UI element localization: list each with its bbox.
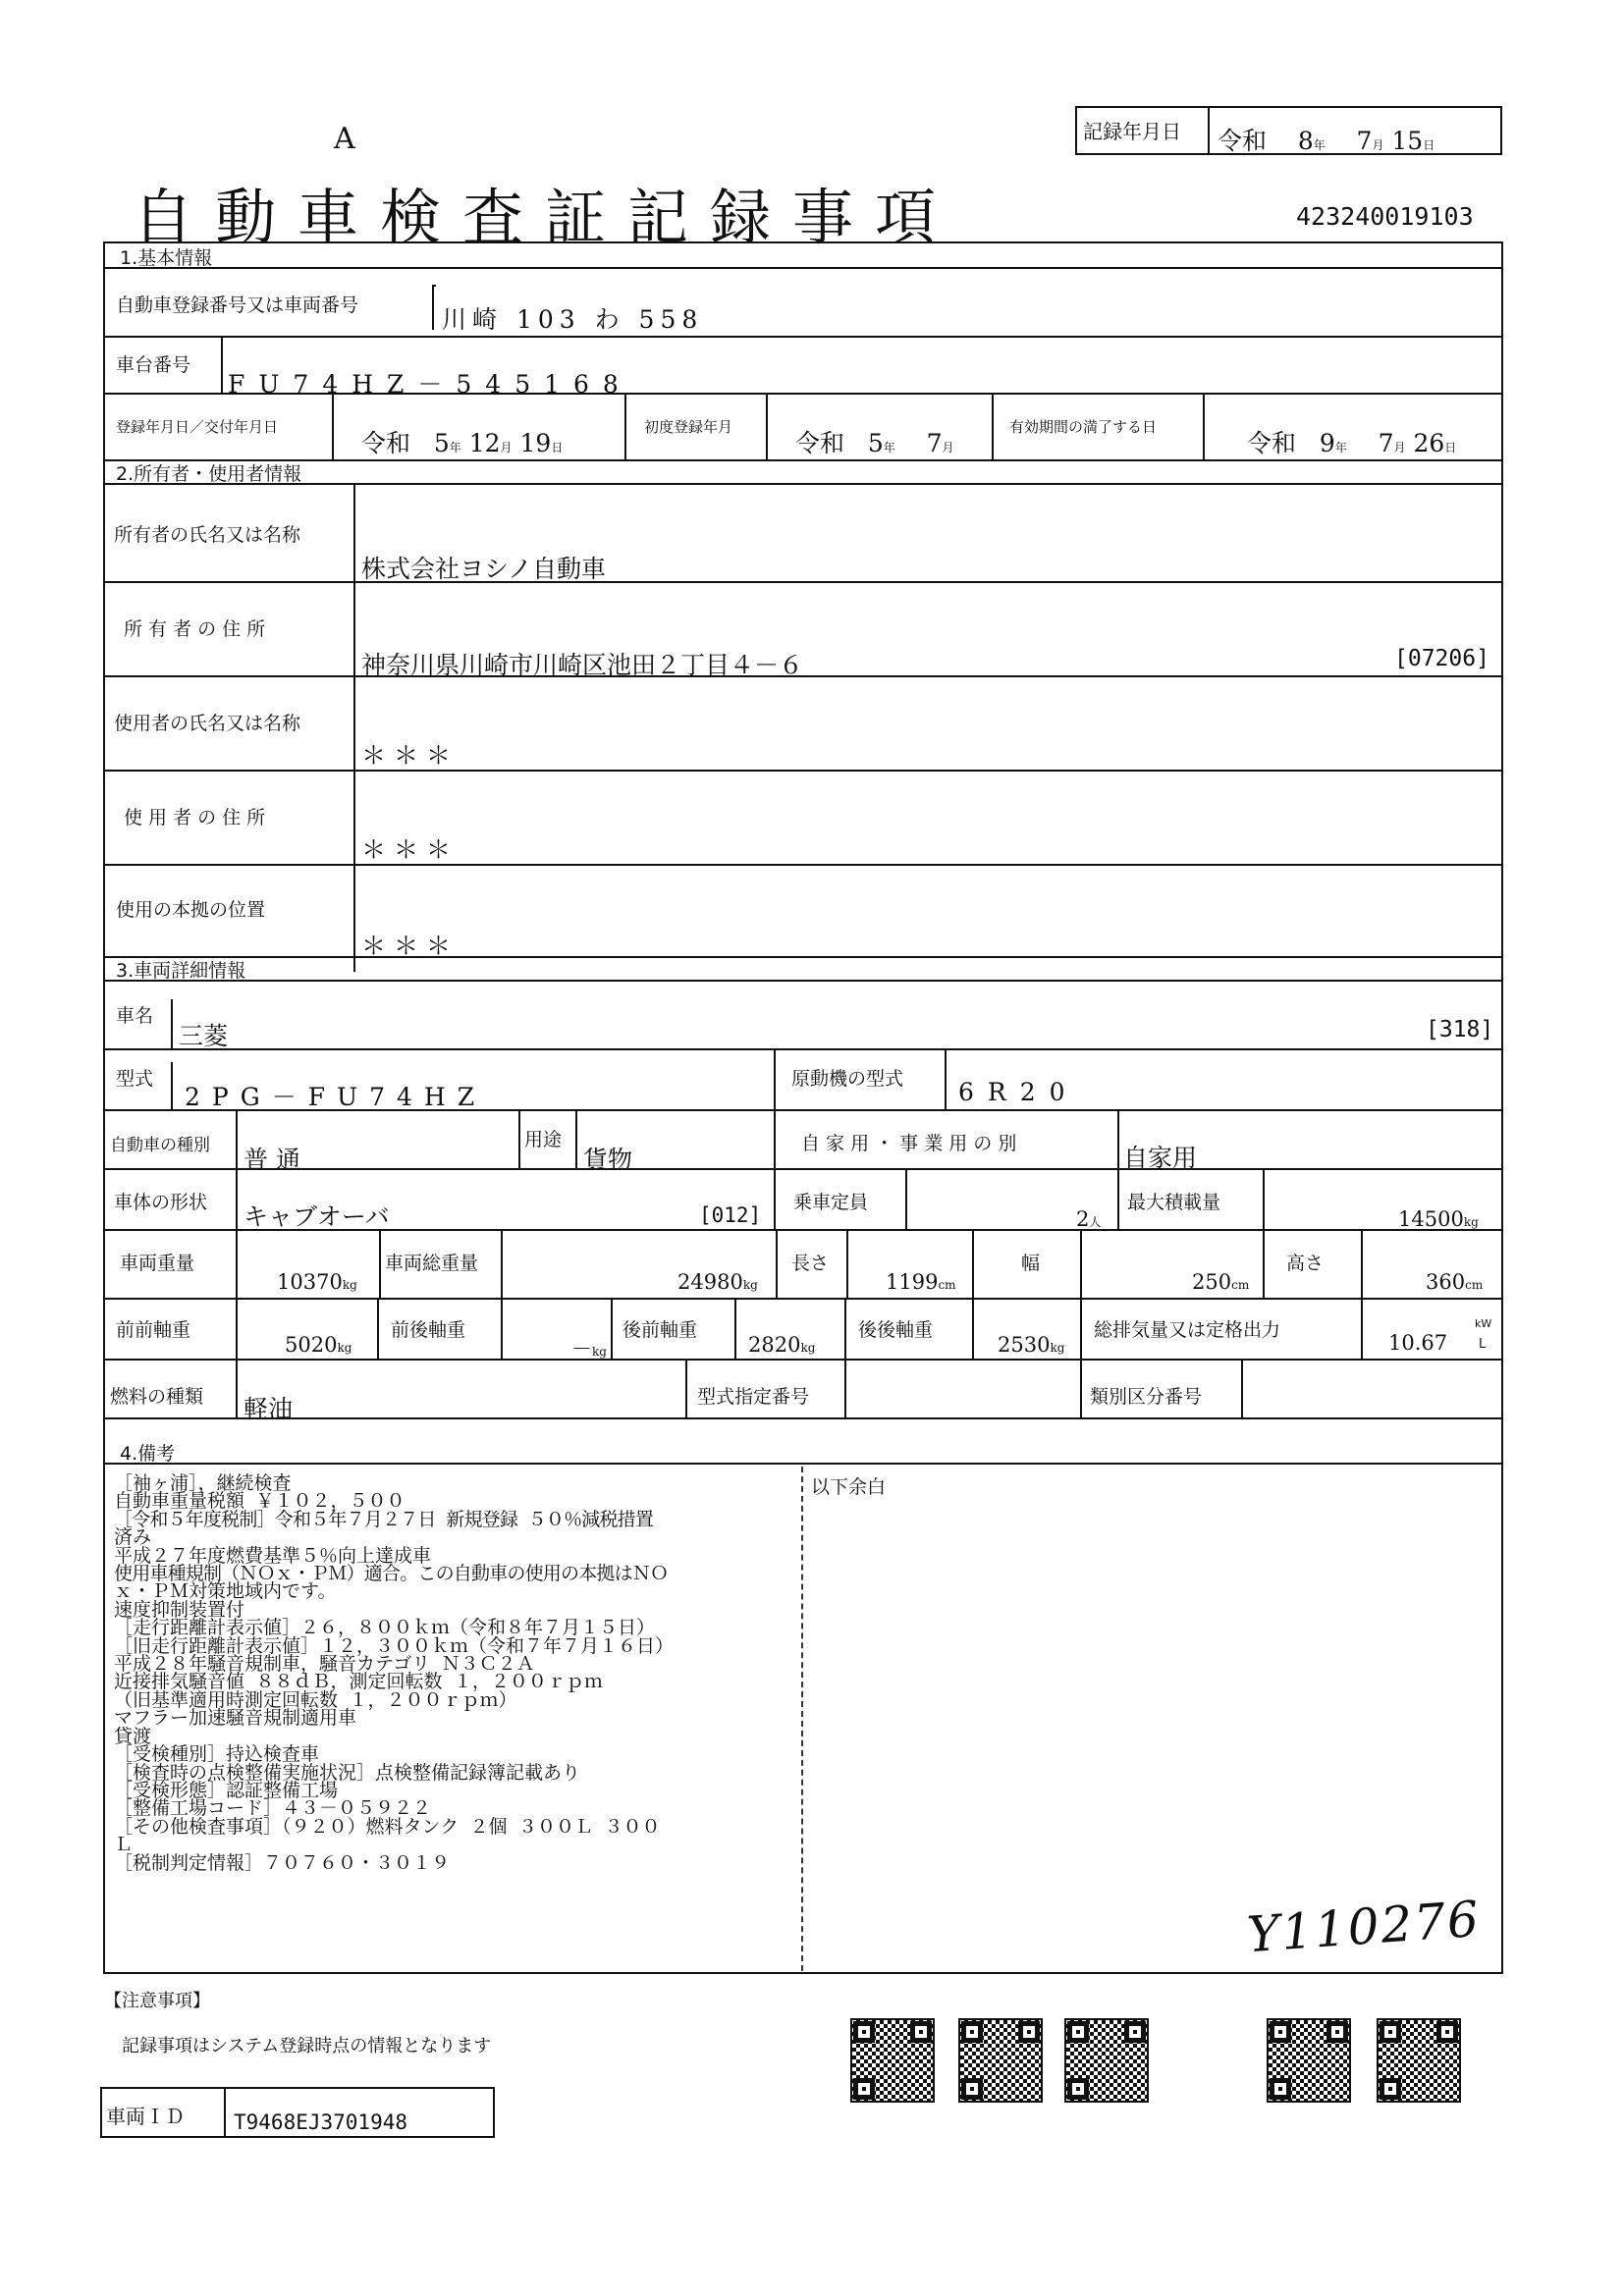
remark-line: ｘ・ＰＭ対策地域内です。 <box>114 1580 337 1603</box>
capacity-value: 2人 <box>1076 1207 1102 1231</box>
expiry-value: 令和 9年 7月 26日 <box>1247 429 1457 457</box>
displacement-unit-kw: kW <box>1475 1317 1492 1330</box>
body-shape-code: [012] <box>699 1203 762 1227</box>
private-value: 自家用 <box>1123 1144 1198 1172</box>
vehicle-id-value: T9468EJ3701948 <box>234 2110 408 2134</box>
remarks-right-note: 以下余白 <box>811 1476 887 1498</box>
gross-weight-value: 24980kg <box>677 1270 758 1294</box>
remark-line: ［税制判定情報］７０７６０・３０１９ <box>114 1851 451 1874</box>
remark-line: 近接排気騒音値 ８８ｄＢ，測定回転数 １，２００ｒｐｍ <box>114 1671 603 1693</box>
user-address-label: 使 用 者 の 住 所 <box>124 807 266 828</box>
expiry-label: 有効期間の満了する日 <box>1009 418 1158 436</box>
width-label: 幅 <box>1021 1253 1041 1274</box>
model-label: 型式 <box>116 1068 154 1090</box>
rr-axle-value: 2530kg <box>998 1333 1065 1357</box>
section4-title: 4.備考 <box>120 1443 176 1465</box>
class-number-label: 類別区分番号 <box>1090 1386 1203 1408</box>
user-name-value: ＊＊＊ <box>361 741 460 770</box>
remark-line: Ｌ <box>114 1834 134 1856</box>
vehicle-weight-label: 車両重量 <box>120 1253 195 1274</box>
use-label: 用途 <box>524 1129 563 1150</box>
remark-line: ［検査時の点検整備実施状況］点検整備記録簿記載あり <box>114 1761 581 1784</box>
remark-line: ［整備工場コード］４３－０５９２２ <box>114 1797 432 1820</box>
make-label: 車名 <box>116 1005 154 1027</box>
owner-name-label: 所有者の氏名又は名称 <box>114 524 301 546</box>
remark-line: 貸渡 <box>114 1725 152 1747</box>
kind-value: 普 通 <box>244 1146 300 1174</box>
user-address-value: ＊＊＊ <box>361 835 460 864</box>
remark-line: ［走行距離計表示値］２６，８００ｋｍ（令和８年７月１５日） <box>114 1617 656 1639</box>
displacement-unit-l: L <box>1479 1337 1487 1352</box>
remark-line: マフラー加速騒音規制適用車 <box>114 1707 357 1730</box>
remark-line: ［旧走行距離計表示値］１２，３００ｋｍ（令和７年７月１６日） <box>114 1634 675 1657</box>
displacement-value: 10.67 <box>1388 1331 1448 1355</box>
handwritten-note: Y110276 <box>1245 1890 1483 1964</box>
corner-mark: A <box>334 122 355 156</box>
max-load-label: 最大積載量 <box>1127 1192 1221 1213</box>
use-value: 貨物 <box>583 1146 633 1174</box>
type-designation-label: 型式指定番号 <box>697 1386 810 1408</box>
height-label: 高さ <box>1286 1253 1325 1274</box>
notes-title: 【注意事項】 <box>104 1991 210 2011</box>
first-reg-value: 令和 5年 7月 <box>795 429 954 457</box>
remark-line: ［令和５年度税制］令和５年７月２７日 新規登録 ５０％減税措置 <box>114 1508 654 1530</box>
gross-weight-label: 車両総重量 <box>385 1253 479 1274</box>
remark-line: （旧基準適用時測定回転数 １，２００ｒｐｍ） <box>114 1688 517 1711</box>
record-date-label: 記録年月日 <box>1083 120 1181 143</box>
ff-axle-value: 5020kg <box>285 1333 352 1357</box>
fr-axle-value: －kg <box>571 1337 607 1361</box>
body-shape-value: キャブオーバ <box>244 1202 390 1231</box>
capacity-label: 乗車定員 <box>793 1192 869 1213</box>
fuel-label: 燃料の種類 <box>110 1386 204 1408</box>
engine-label: 原動機の型式 <box>791 1068 904 1090</box>
remark-line: ［袖ヶ浦］，継続検査 <box>114 1472 292 1494</box>
first-reg-label: 初度登録年月 <box>644 418 733 436</box>
section3-title: 3.車両詳細情報 <box>116 960 246 982</box>
fuel-value: 軽油 <box>244 1395 294 1423</box>
remark-line: ［その他検査事項］（９２０）燃料タンク ２個 ３００Ｌ ３００ <box>114 1815 661 1838</box>
notes-text: 記録事項はシステム登録時点の情報となります <box>122 2036 492 2056</box>
qr-code-icon <box>1267 2018 1351 2103</box>
qr-code-icon <box>1377 2018 1461 2103</box>
qr-code-icon <box>958 2018 1043 2103</box>
rf-axle-value: 2820kg <box>748 1333 816 1357</box>
qr-code-icon <box>850 2018 935 2103</box>
record-date-value: 令和 8年 7月 15日 <box>1218 127 1435 155</box>
owner-address-value: 神奈川県川崎市川崎区池田２丁目４－６ <box>361 651 804 679</box>
remark-line: ［受検形態］認証整備工場 <box>114 1779 339 1801</box>
document-number: 423240019103 <box>1296 202 1474 231</box>
remark-line: ［受検種別］持込検査車 <box>114 1743 320 1766</box>
engine-value: 6R20 <box>958 1078 1079 1106</box>
remark-line: 平成２７年度燃費基準５％向上達成車 <box>114 1544 432 1567</box>
remark-line: 速度抑制装置付 <box>114 1598 245 1621</box>
chassis-label: 車台番号 <box>116 354 191 376</box>
section1-title: 1.基本情報 <box>120 247 213 269</box>
chassis-value: FU74HZ－545168 <box>228 370 632 399</box>
height-value: 360cm <box>1426 1270 1484 1294</box>
section2-title: 2.所有者・使用者情報 <box>116 463 302 485</box>
base-location-label: 使用の本拠の位置 <box>116 899 266 921</box>
document-title: 自動車検査証記録事項 <box>133 182 958 253</box>
make-code: [318] <box>1426 1017 1494 1042</box>
reg-date-value: 令和 5年 12月 19日 <box>361 429 564 457</box>
make-value: 三菱 <box>179 1022 229 1050</box>
owner-name-value: 株式会社ヨシノ自動車 <box>361 555 607 583</box>
max-load-value: 14500kg <box>1398 1207 1479 1231</box>
remark-line: 平成２８年騒音規制車，騒音カテゴリ Ｎ３Ｃ２Ａ <box>114 1653 535 1676</box>
length-label: 長さ <box>791 1253 830 1274</box>
reg-no-value: 川崎 103 わ 558 <box>442 305 704 334</box>
ff-axle-label: 前前軸重 <box>116 1319 191 1341</box>
private-label: 自 家 用 ・ 事 業 用 の 別 <box>801 1133 1017 1154</box>
rf-axle-label: 後前軸重 <box>623 1319 698 1341</box>
user-name-label: 使用者の氏名又は名称 <box>114 713 301 734</box>
width-value: 250cm <box>1192 1270 1250 1294</box>
kind-label: 自動車の種別 <box>110 1136 210 1155</box>
reg-no-label: 自動車登録番号又は車両番号 <box>116 294 359 316</box>
remarks-list <box>114 1474 797 1872</box>
owner-address-code: [07206] <box>1394 646 1489 671</box>
model-value: 2PG－FU74HZ <box>185 1083 487 1111</box>
reg-date-label: 登録年月日／交付年月日 <box>116 418 279 436</box>
remark-line: 自動車重量税額 ￥１０２，５００ <box>114 1490 406 1513</box>
qr-code-icon <box>1064 2018 1149 2103</box>
vehicle-id-label: 車両ＩＤ <box>106 2105 185 2128</box>
owner-address-label: 所 有 者 の 住 所 <box>124 618 266 640</box>
remark-line: 済み <box>114 1526 152 1549</box>
length-value: 1199cm <box>886 1270 956 1294</box>
base-location-value: ＊＊＊ <box>361 932 460 960</box>
remark-line: 使用車種規制（ＮＯｘ・ＰＭ）適合。この自動車の使用の本拠はＮＯ <box>114 1563 669 1585</box>
body-shape-label: 車体の形状 <box>114 1192 208 1213</box>
rr-axle-label: 後後軸重 <box>858 1319 934 1341</box>
fr-axle-label: 前後軸重 <box>391 1319 466 1341</box>
displacement-label: 総排気量又は定格出力 <box>1094 1319 1281 1341</box>
vehicle-weight-value: 10370kg <box>277 1270 357 1294</box>
